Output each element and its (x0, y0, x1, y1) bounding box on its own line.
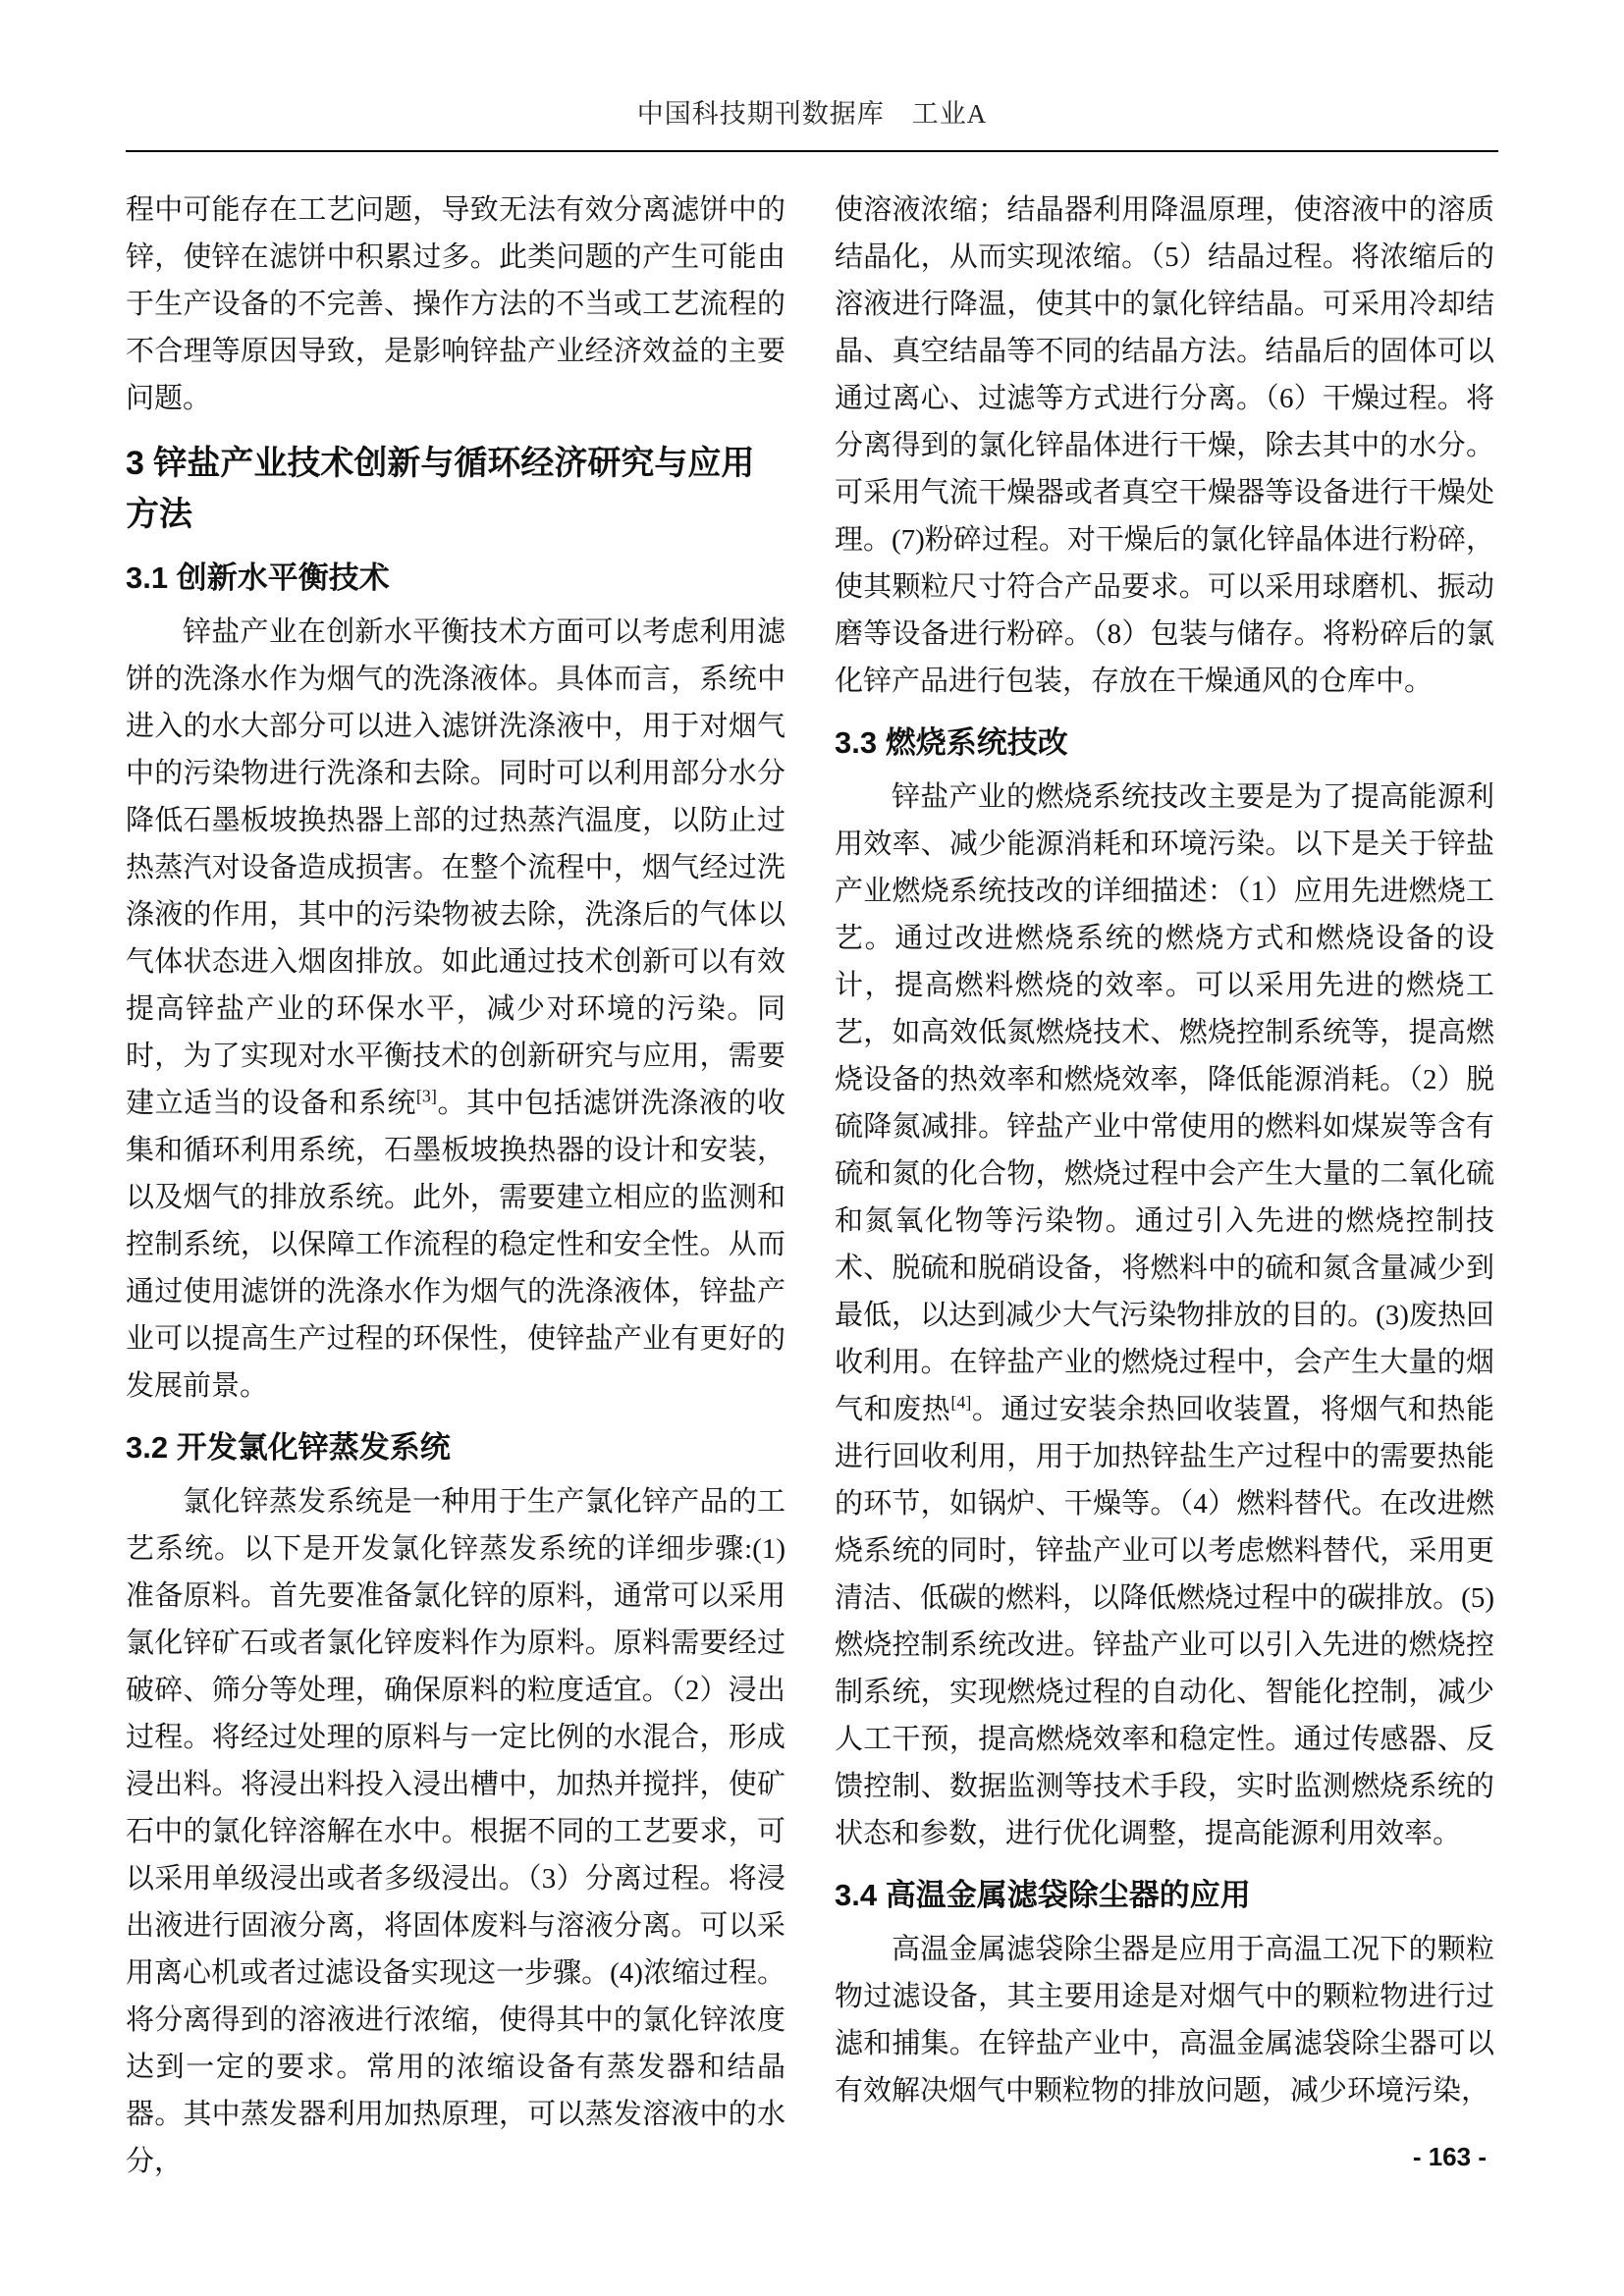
citation-ref-3: [3] (415, 1086, 437, 1106)
section-heading-3-2: 3.2 开发氯化锌蒸发系统 (126, 1430, 451, 1465)
section-heading-3: 3 锌盐产业技术创新与循环经济研究与应用方法 (126, 445, 755, 533)
paragraph-3-2-continued: 使溶液浓缩；结晶器利用降温原理，使溶液中的溶质结晶化，从而实现浓缩。（5）结晶过程。将浓缩后的溶液进行降温，使其中的氯化锌结晶。可采用冷却结晶、真空结晶等不同的结晶方法。结晶后的固体可以通过离心、过滤等方式进行分离。（6）干燥过程。将分离得到的氯化锌晶体进行干燥，除去其中的水分。可采用气流干燥器或者真空干燥器等设备进行干燥处理。(7)粉碎过程。对干燥后的氯化锌晶体进行粉碎，使其颗粒尺寸符合产品要求。可以采用球磨机、振动磨等设备进行粉碎。（8）包装与储存。将粉碎后的氯化锌产品进行包装，存放在干燥通风的仓库中。 (835, 194, 1494, 697)
header-divider-rule (126, 150, 1498, 152)
section-heading-3-3: 3.3 燃烧系统技改 (835, 725, 1068, 760)
paragraph-3-1 (126, 609, 785, 1410)
column-left (126, 187, 785, 2185)
column-right (835, 187, 1494, 2114)
page-number: - 163 - (1412, 2142, 1487, 2171)
paragraph-3-3-text-b: 。通过安装余热回收装置，将烟气和热能进行回收利用，用于加热锌盐生产过程中的需要热能的环节，如锅炉、干燥等。（4）燃料替代。在改进燃烧系统的同时，锌盐产业可以考虑燃料替代，采用更清洁、低碳的燃料，以降低燃烧过程中的碳排放。(5)燃烧控制系统改进。锌盐产业可以引入先进的燃烧控制系统，实现燃烧过程的自动化、智能化控制，减少人工干预，提高燃烧效率和稳定性。通过传感器、反馈控制、数据监测等技术手段，实时监测燃烧系统的状态和参数，进行优化调整，提高能源利用效率。 (835, 1394, 1494, 1849)
paragraph-3-4: 高温金属滤袋除尘器是应用于高温工况下的颗粒物过滤设备，其主要用途是对烟气中的颗粒物进行过滤和捕集。在锌盐产业中，高温金属滤袋除尘器可以有效解决烟气中颗粒物的排放问题，减少环境污染， (835, 1934, 1494, 2107)
citation-ref-4: [4] (950, 1392, 972, 1413)
paragraph-3-3-text-a: 锌盐产业的燃烧系统技改主要是为了提高能源利用效率、减少能源消耗和环境污染。以下是关于锌盐产业燃烧系统技改的详细描述：（1）应用先进燃烧工艺。通过改进燃烧系统的燃烧方式和燃烧设备的设计，提高燃料燃烧的效率。可以采用先进的燃烧工艺，如高效低氮燃烧技术、燃烧控制系统等，提高燃烧设备的热效率和燃烧效率，降低能源消耗。（2）脱硫降氮减排。锌盐产业中常使用的燃料如煤炭等含有硫和氮的化合物，燃烧过程中会产生大量的二氧化硫和氮氧化物等污染物。通过引入先进的燃烧控制技术、脱硫和脱硝设备，将燃料中的硫和氮含量减少到最低，以达到减少大气污染物排放的目的。(3)废热回收利用。在锌盐产业的燃烧过程中，会产生大量的烟气和废热 (835, 781, 1494, 1425)
paragraph-3-1-text-b: 。其中包括滤饼洗涤液的收集和循环利用系统，石墨板坡换热器的设计和安装，以及烟气的排放系统。此外，需要建立相应的监测和控制系统，以保障工作流程的稳定性和安全性。从而通过使用滤饼的洗涤水作为烟气的洗涤液体，锌盐产业可以提高生产过程的环保性，使锌盐产业有更好的发展前景。 (126, 1088, 785, 1402)
continuation-paragraph: 程中可能存在工艺问题，导致无法有效分离滤饼中的锌，使锌在滤饼中积累过多。此类问题的产生可能由于生产设备的不完善、操作方法的不当或工艺流程的不合理等原因导致，是影响锌盐产业经济效益的主要问题。 (126, 194, 785, 414)
section-heading-3-1: 3.1 创新水平衡技术 (126, 561, 390, 595)
journal-header-title: 中国科技期刊数据库 工业A (636, 99, 988, 129)
paragraph-3-3 (835, 774, 1494, 1857)
paragraph-3-2: 氯化锌蒸发系统是一种用于生产氯化锌产品的工艺系统。以下是开发氯化锌蒸发系统的详细步骤:(1)准备原料。首先要准备氯化锌的原料，通常可以采用氯化锌矿石或者氯化锌废料作为原料。原料需要经过破碎、筛分等处理，确保原料的粒度适宜。（2）浸出过程。将经过处理的原料与一定比例的水混合，形成浸出料。将浸出料投入浸出槽中，加热并搅拌，使矿石中的氯化锌溶解在水中。根据不同的工艺要求，可以采用单级浸出或者多级浸出。（3）分离过程。将浸出液进行固液分离，将固体废料与溶液分离。可以采用离心机或者过滤设备实现这一步骤。(4)浓缩过程。将分离得到的溶液进行浓缩，使得其中的氯化锌浓度达到一定的要求。常用的浓缩设备有蒸发器和结晶器。其中蒸发器利用加热原理，可以蒸发溶液中的水分， (126, 1486, 785, 2177)
section-heading-3-4: 3.4 高温金属滤袋除尘器的应用 (835, 1878, 1251, 1912)
paragraph-3-1-text-a: 锌盐产业在创新水平衡技术方面可以考虑利用滤饼的洗涤水作为烟气的洗涤液体。具体而言，系统中进入的水大部分可以进入滤饼洗涤液中，用于对烟气中的污染物进行洗涤和去除。同时可以利用部分水分降低石墨板坡换热器上部的过热蒸汽温度，以防止过热蒸汽对设备造成损害。在整个流程中，烟气经过洗涤液的作用，其中的污染物被去除，洗涤后的气体以气体状态进入烟囱排放。如此通过技术创新可以有效提高锌盐产业的环保水平，减少对环境的污染。同时，为了实现对水平衡技术的创新研究与应用，需要建立适当的设备和系统 (126, 616, 785, 1119)
